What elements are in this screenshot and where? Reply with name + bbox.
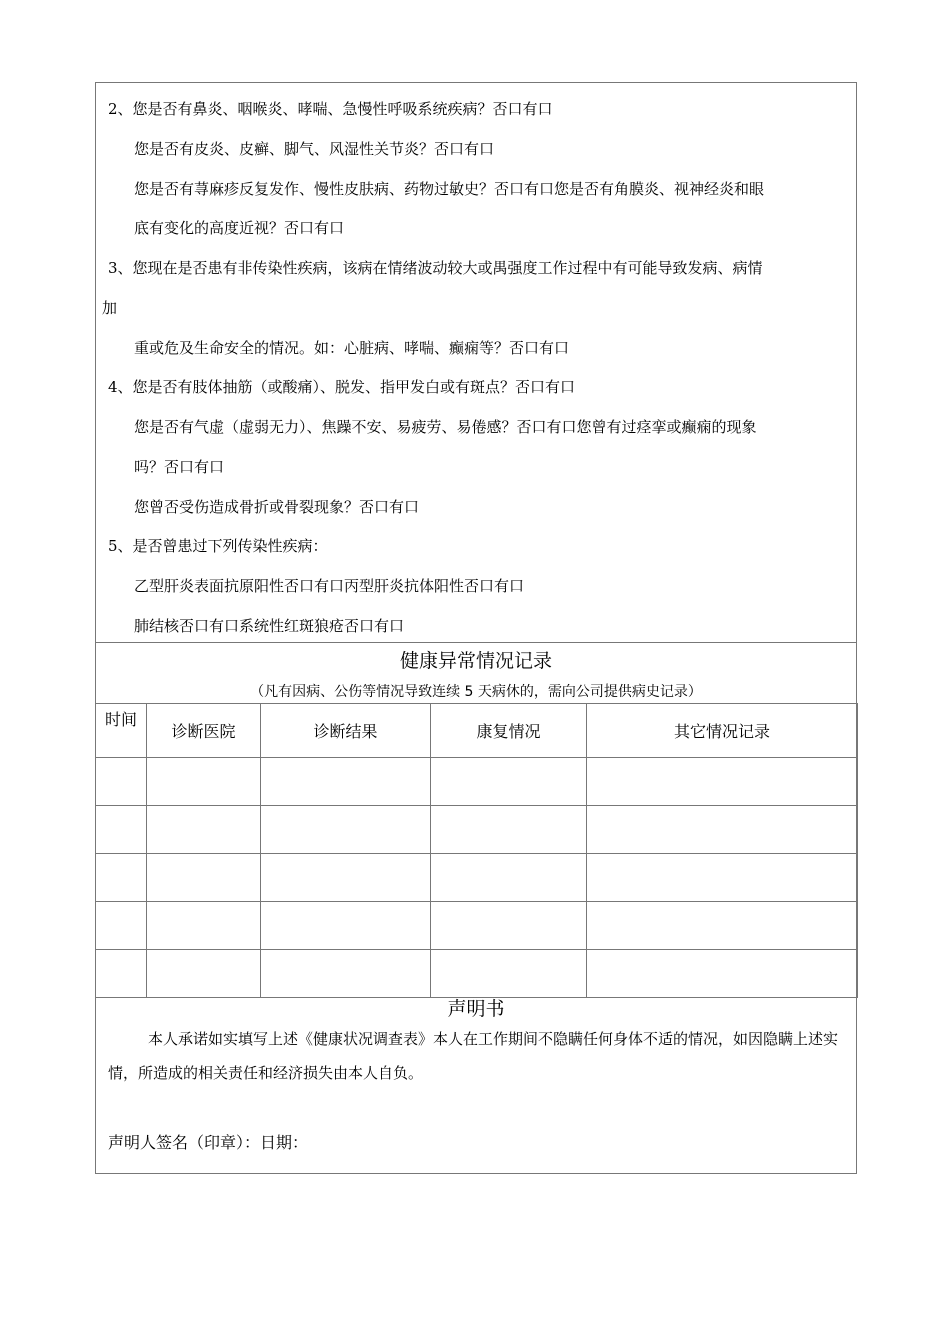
question-4-line-1: 4、您是否有肢体抽筋（或酸痛）、脱发、指甲发白或有斑点？否口有口 xyxy=(108,378,576,396)
table-cell[interactable] xyxy=(587,758,858,806)
question-5-line-2: 乙型肝炎表面抗原阳性否口有口丙型肝炎抗体阳性否口有口 xyxy=(134,577,525,595)
header-recovery: 康复情况 xyxy=(431,704,587,758)
question-2-line-1: 2、您是否有鼻炎、咽喉炎、哮喘、急慢性呼吸系统疾病？否口有口 xyxy=(108,100,553,118)
table-cell[interactable] xyxy=(96,758,147,806)
table-row xyxy=(96,806,858,854)
table-cell[interactable] xyxy=(147,902,261,950)
table-cell[interactable] xyxy=(96,854,147,902)
section-divider xyxy=(95,642,857,643)
table-cell[interactable] xyxy=(147,806,261,854)
question-3-line-3: 重或危及生命安全的情况。如：心脏病、哮喘、癫痫等？否口有口 xyxy=(134,339,570,357)
table-cell[interactable] xyxy=(96,806,147,854)
table-cell[interactable] xyxy=(261,854,431,902)
table-cell[interactable] xyxy=(431,806,587,854)
question-3-line-1: 3、您现在是否患有非传染性疾病，该病在情绪波动较大或禺强度工作过程中有可能导致发病、病情 xyxy=(108,259,763,277)
table-cell[interactable] xyxy=(431,950,587,998)
table-cell[interactable] xyxy=(261,902,431,950)
table-row xyxy=(96,950,858,998)
question-2-line-3: 您是否有荨麻疹反复发作、慢性皮肤病、药物过敏史？否口有口您是否有角膜炎、视神经炎和眼 xyxy=(134,180,765,198)
table-cell[interactable] xyxy=(96,950,147,998)
table-cell[interactable] xyxy=(587,854,858,902)
table-cell[interactable] xyxy=(147,854,261,902)
header-diagnosis: 诊断结果 xyxy=(261,704,431,758)
header-time: 时间 xyxy=(96,704,147,758)
question-2-line-2: 您是否有皮炎、皮癣、脚气、风湿性关节炎？否口有口 xyxy=(134,140,495,158)
table-cell[interactable] xyxy=(261,950,431,998)
table-cell[interactable] xyxy=(147,758,261,806)
signature-line[interactable]: 声明人签名（印章）：日期： xyxy=(108,1133,309,1152)
table-cell[interactable] xyxy=(147,950,261,998)
table-cell[interactable] xyxy=(261,806,431,854)
table-cell[interactable] xyxy=(431,758,587,806)
header-hospital: 诊断医院 xyxy=(147,704,261,758)
table-cell[interactable] xyxy=(431,902,587,950)
question-3-line-2: 加 xyxy=(102,299,118,317)
question-4-line-4: 您曾否受伤造成骨折或骨裂现象？否口有口 xyxy=(134,498,420,516)
header-other-notes: 其它情况记录 xyxy=(587,704,858,758)
table-cell[interactable] xyxy=(261,758,431,806)
table-cell[interactable] xyxy=(587,950,858,998)
table-cell[interactable] xyxy=(96,902,147,950)
declaration-body: 本人承诺如实填写上述《健康状况调查表》本人在工作期间不隐瞒任何身体不适的情况，如因隐瞒上述实情，所造成的相关责任和经济损失由本人自负。 xyxy=(108,1030,839,1082)
question-2-line-4: 底有变化的高度近视？否口有口 xyxy=(134,219,345,237)
table-cell[interactable] xyxy=(431,854,587,902)
question-4-line-3: 吗？否口有口 xyxy=(134,458,225,476)
table-cell[interactable] xyxy=(587,806,858,854)
declaration-title: 声明书 xyxy=(447,998,505,1020)
table-cell[interactable] xyxy=(587,902,858,950)
record-section-subtitle: （凡有因病、公伤等情况导致连续 5 天病休的，需向公司提供病史记录） xyxy=(250,684,702,700)
record-section-title: 健康异常情况记录 xyxy=(399,650,552,672)
table-row xyxy=(96,758,858,806)
table-row xyxy=(96,854,858,902)
question-5-line-1: 5、是否曾患过下列传染性疾病： xyxy=(108,537,328,555)
question-5-line-3: 肺结核否口有口系统性红斑狼疮否口有口 xyxy=(134,617,405,635)
table-row xyxy=(96,902,858,950)
question-4-line-2: 您是否有气虚（虚弱无力）、焦躁不安、易疲劳、易倦感？否口有口您曾有过痉挛或癫痫的现象 xyxy=(134,418,757,436)
health-record-table xyxy=(95,703,858,998)
table-header-row xyxy=(96,704,858,758)
